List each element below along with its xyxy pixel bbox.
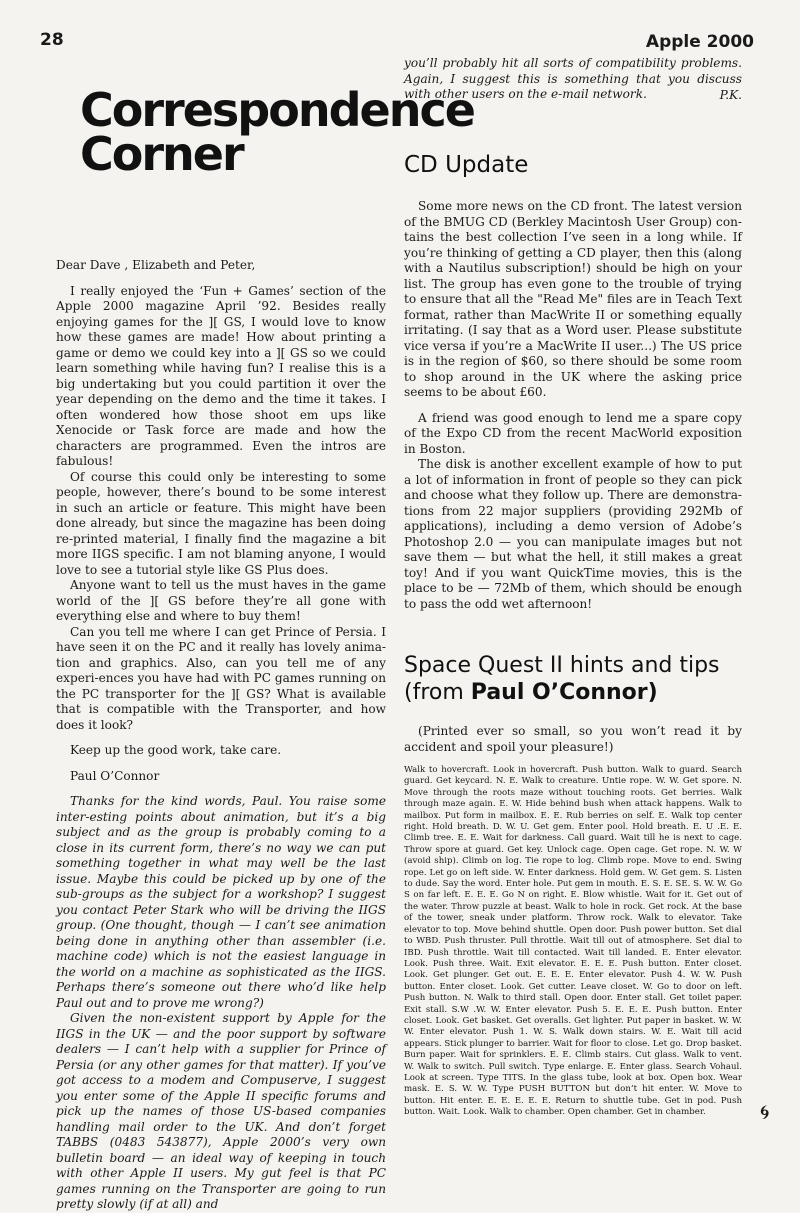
editor-initials: P.K.	[719, 87, 742, 102]
heading-author: Paul O’Connor)	[470, 680, 658, 705]
letter-paragraph: Can you tell me where I can get Prince of Persia. I have seen it on the PC and it really has lovely anima-tion and graphics. Also, can you tell me of any experi-ences you have had with PC games running on the PC transporter for the ][ GS? What is available that is compatible with the Transporter, and how does it look?	[56, 624, 386, 732]
page-number: 28	[40, 30, 64, 50]
reply-paragraph: Given the non-existent support by Apple for the IIGS in the UK — and the poor support by software dealers — I can’t help with a supplier for Prince of Persia (or any other games for that matter). If you’ve got access to a modem and Compuserve, I suggest you enter some of the Apple II specific forums and pick up the names of those US-based companies handling mail order to the UK. And don’t forget TABBS (0483 543877), Apple 2000’s very own bulletin board — an ideal way of keeping in touch with other Apple II users. My gut feel is that PC games running on the Transporter are going to run pretty slowly (if at all) and	[56, 1011, 386, 1211]
letter-paragraph: I really enjoyed the ‘Fun + Games’ section of the Apple 2000 magazine April ’92. Besides really enjoying games for the ][ GS, I would love to know how these games are made! How about printing a game or demo we could key into a ][ GS so we could learn something while having fun? I realise this is a big undertaking but you could partition it over the year depending on the demo and the time it takes. I often wondered how those shoot em ups like Xenocide or Task force are made and how the characters are programmed. Even the intros are fabulous!	[56, 283, 386, 468]
reply-continuation-text: you’ll probably hit all sorts of compatibility problems. Again, I suggest this is something that you discuss with other users on the e-mail network.	[404, 56, 742, 101]
magazine-name: Apple 2000	[645, 32, 754, 52]
space-quest-heading-line-2	[404, 679, 742, 706]
cd-paragraph: The disk is another excellent example of how to put a lot of information in front of people so they can pick and choose what they follow up. There are demonstra-tions from 22 major suppliers (providing 292Mb of applications), including a demo version of Adobe’s Photoshop 2.0 — you can manipulate images but not save them — but what the hell, it still makes a great toy! And if you want QuickTime movies, this is the place to be — 72Mb of them, which should be enough to pass the odd wet afternoon!	[404, 457, 742, 611]
editor-reply	[56, 794, 386, 1213]
space-quest-intro: (Printed ever so small, so you won’t read it by accident and spoil your pleasure!)	[404, 724, 742, 754]
right-column	[404, 56, 742, 1119]
letter-paragraph: Anyone want to tell us the must haves in the game world of the ][ GS before they’re all gone with everything else and where to buy them!	[56, 578, 386, 623]
title-line-2: Corner	[80, 127, 243, 181]
cd-update-heading: CD Update	[404, 152, 529, 178]
title-line-1: Correspondence	[80, 83, 474, 137]
reply-continuation	[404, 56, 742, 103]
cd-paragraph: A friend was good enough to lend me a spare copy of the Expo CD from the recent MacWorld exposition in Boston.	[404, 410, 742, 456]
cd-paragraph: Some more news on the CD front. The latest version of the BMUG CD (Berkley Macintosh User Group) con-tains the best collection I’ve seen in a long while. If you’re thinking of getting a CD player, then this (along with a Nautilus subscription!) should be high on your list. The group has even gone to the trouble of trying to ensure that all the "Read Me" files are in Teach Text format, rather than MacWrite II or something equally irritating. (I say that as a Word user. Please substitute vice versa if you’re a MacWrite II user...) The US price is in the region of $60, so there should be some room to shop around in the UK where the asking price seems to be about £60.	[404, 199, 742, 399]
space-quest-heading	[404, 652, 742, 706]
apple-2000-logo-icon: 🌀︎	[760, 1100, 770, 1124]
space-quest-heading-line-1: Space Quest II hints and tips	[404, 653, 720, 678]
letter-closing: Keep up the good work, take care.	[70, 743, 282, 757]
letter-signature: Paul O’Connor	[70, 768, 160, 783]
space-quest-walkthrough: Walk to hovercraft. Look in hovercraft. Push button. Walk to guard. Search guard. Get keycard. N. E. Walk to creature. Untie rope. W. W. Get spore. N. Move through the roots maze without touching roots. Get berries. Walk through maze again. E. W. Hide behind bush when attack happens. Walk to mailbox. Put form in mailbox. E. E. Rub berries on self. E. Walk top center right. Hold breath. D. W. U. Get gem. Enter pool. Hold breath. E. U .E. E. Climb tree. E. E. Wait for darkness. Call guard. Wait till he is next to cage. Throw spore at guard. Get key. Unlock cage. Open cage. Get rope. N. W. W (avoid ship). Climb on log. Tie rope to log. Climb rope. Move to end. Swing rope. Let go on left side. W. Enter darkness. Hold gem. W. Get gem. S. Listen to dude. Say the word. Enter hole. Put gem in mouth. E. S. E. SE. S. W. W. Go S on far left. E. E. E. Go N on right. E. Blow whistle. Wait for it. Get out of the water. Throw puzzle at beast. Walk to hole in rock. Get rock. At the base of the tower, sneak under platform. Throw rock. Walk to elevator. Take elevator to top. Move behind shuttle. Open door. Push power button. Set dial to WBD. Push thruster. Pull throttle. Wait till out of atmosphere. Set dial to IBD. Push throttle. Wait till contacted. Wait till landed. E. Enter elevator. Look. Push three. Wait. Exit elevator. E. E. E. Push button. Enter closet. Look. Get plunger. Get out. E. E. E. Enter elevator. Push 4. W. W. Push button. Enter closet. Look. Get cutter. Leave closet. W. Go to door on left. Push button. N. Walk to third stall. Open door. Enter stall. Get toilet paper. Exit stall. S.W .W. W. Enter elevator. Push 5. E. E. E. Push button. Enter closet. Look. Get basket. Get overalls. Get lighter. Put paper in basket. W. W. W. Enter elevator. Push 1. W. S. Walk down stairs. W. E. Wait till acid appears. Stick plunger to barrier. Wait for floor to close. Let go. Drop basket. Burn paper. Wait for sprinklers. E. E. Climb stairs. Cut glass. Walk to vent. W. Walk to switch. Pull switch. Type enlarge. E. Enter glass. Search Vohaul. Look at screen. Type TITS. In the glass tube, look at box. Open box. Wear mask. E. S. W. W. Type PUSH BUTTON but don’t hit enter. W. Move to button. Hit enter. E. E. E. E. E. Return to shuttle tube. Get in pod. Push button. Wait. Look. Walk to chamber. Open chamber. Get in chamber.	[404, 765, 742, 1118]
reply-paragraph: Thanks for the kind words, Paul. You raise some inter-esting points about animation, but it’s a big subject and as the group is probably coming to a close in its current form, there’s no way we can put something together in what may well be the last issue. Maybe this could be picked up by one of the sub-groups as the subject for a workshop? I suggest you contact Peter Stark who will be driving the IIGS group. (One thought, though — I can’t see animation being done in anything other than assembler (i.e. machine code) which is not the easiest language in the world on a machine as sophisticated as the IIGS. Perhaps there’s someone out there who’d like help Paul out and to prove me wrong?)	[56, 794, 386, 1010]
heading-prefix: (from	[404, 680, 471, 705]
salutation: Dear Dave , Elizabeth and Peter,	[56, 258, 256, 272]
letter-paragraph: Of course this could only be interesting to some people, however, there’s bound to be some interest in such an article or feature. This might have been done already, but since the magazine has been doing re-printed material, I finally find the magazine a bit more IIGS specific. I am not blaming anyone, I would love to see a tutorial style like GS Plus does.	[56, 469, 386, 577]
